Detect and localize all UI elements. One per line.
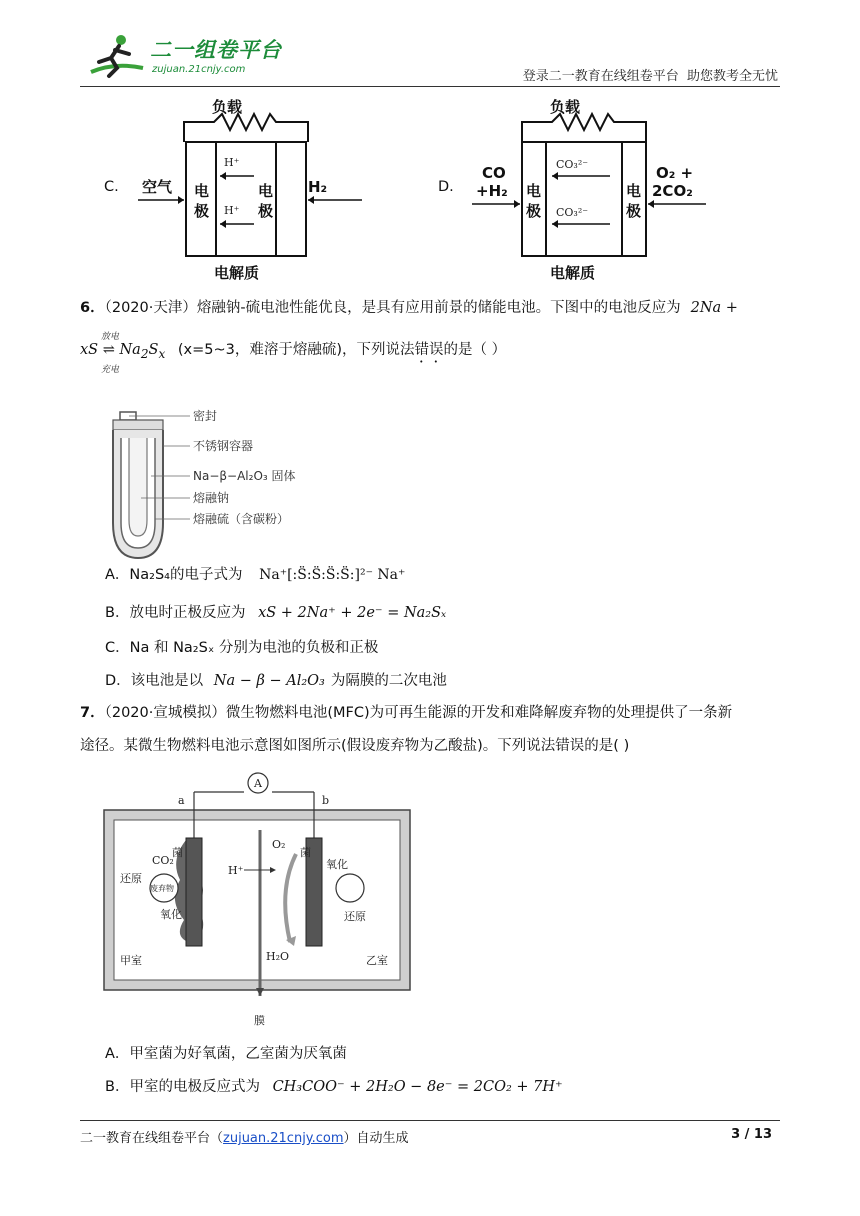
q7-source: （2020·宣城模拟） xyxy=(104,705,226,721)
footer-rule xyxy=(80,1120,780,1121)
q6-tail: 的是（ ） xyxy=(443,342,507,358)
q6-stem-line2 xyxy=(80,340,506,366)
q6-range: (x=5~3，难溶于熔融硫)，下列说法 xyxy=(177,342,415,358)
option-text: Na 和 Na₂Sₓ 分别为电池的负极和正极 xyxy=(129,640,379,656)
option-formula: xS + 2Na⁺ + 2e⁻ = Na₂Sₓ xyxy=(258,605,447,621)
footer-source xyxy=(80,1127,409,1146)
q6-option-a xyxy=(105,563,405,584)
electrolyte-label: 电解质 xyxy=(550,264,596,282)
option-text: 甲室菌为好氧菌，乙室菌为厌氧菌 xyxy=(129,1046,347,1062)
q7-text2: 途径。某微生物燃料电池示意图如图所示(假设废弃物为乙酸盐)。下列说法错误的是( ) xyxy=(80,738,630,754)
option-formula: Na − β − Al₂O₃ xyxy=(213,673,325,689)
electrode-right-1: 电 xyxy=(258,182,274,200)
q7-option-b xyxy=(105,1075,563,1096)
footer-link[interactable]: zujuan.21cnjy.com xyxy=(223,1131,344,1146)
o2-label: O₂ xyxy=(272,838,286,851)
option-letter: D． xyxy=(105,673,131,689)
option-tail: 为隔膜的二次电池 xyxy=(330,673,447,689)
discharge-label: 放电 xyxy=(101,332,120,342)
electrode-right-2: 极 xyxy=(626,202,642,220)
fuel-cell-diagram-c xyxy=(136,92,366,287)
fuel-cell-diagram-d xyxy=(470,92,710,287)
oxidize-label-b: 氧化 xyxy=(326,858,348,871)
electrode-right-1: 电 xyxy=(626,182,642,200)
electrode-left-1: 电 xyxy=(194,182,210,200)
ion-label-1: CO₃²⁻ xyxy=(556,158,589,171)
q6-stem-line1 xyxy=(80,298,780,318)
co2-label: 2CO₂ xyxy=(652,182,693,200)
room-a-label: 甲室 xyxy=(120,954,142,967)
option-formula: Na⁺[:S̈:S̈:S̈:S̈:]²⁻ Na⁺ xyxy=(259,567,406,583)
option-letter: B． xyxy=(105,605,130,621)
q6-option-c xyxy=(105,636,378,657)
electrode-b-label: b xyxy=(322,794,330,807)
reduce-label-b: 还原 xyxy=(344,910,366,923)
option-d-label: D. xyxy=(438,179,454,195)
option-letter: B． xyxy=(105,1079,130,1095)
option-letter: A． xyxy=(105,567,130,583)
option-text: 该电池是以 xyxy=(130,673,204,689)
q7-option-a xyxy=(105,1042,347,1063)
molten-sulfur-label: 熔融硫（含碳粉） xyxy=(193,512,290,526)
q6-equation-left: 2Na + xyxy=(690,300,738,316)
hplus-label: H⁺ xyxy=(228,864,244,877)
molten-sodium-label: 熔融钠 xyxy=(193,491,230,505)
air-label: 空气 xyxy=(142,178,173,196)
logo-icon xyxy=(85,32,150,80)
microbial-fuel-cell-diagram xyxy=(100,770,420,1032)
option-text: 甲室的电极反应式为 xyxy=(129,1079,260,1095)
o2-label: O₂ + xyxy=(656,164,694,182)
membrane-label: 膜 xyxy=(254,1014,265,1027)
load-label: 负载 xyxy=(212,98,243,116)
electrolyte-label: 电解质 xyxy=(214,264,260,282)
co-label: CO xyxy=(482,164,506,182)
option-formula: CH₃COO⁻ + 2H₂O − 8e⁻ = 2CO₂ + 7H⁺ xyxy=(272,1079,563,1095)
q6-option-b xyxy=(105,601,446,622)
footer-prefix: 二一教育在线组卷平台（ xyxy=(80,1131,224,1146)
q6-wrong: 错误 xyxy=(414,342,444,358)
charge-label: 充电 xyxy=(101,365,120,375)
q7-stem-line1 xyxy=(80,703,780,723)
container-label: 不锈钢容器 xyxy=(193,439,254,453)
h2-mix-label: +H₂ xyxy=(476,182,508,200)
q7-stem-line2 xyxy=(80,736,780,756)
sodium-sulfur-cell-diagram xyxy=(105,408,325,568)
reduce-label-a: 还原 xyxy=(120,872,142,885)
h2-label: H₂ xyxy=(308,178,328,196)
footer-suffix: ）自动生成 xyxy=(343,1131,409,1146)
option-c-label: C. xyxy=(104,179,119,195)
q7-number: 7． xyxy=(80,705,105,721)
oxidize-label-a: 氧化 xyxy=(160,908,182,921)
electrode-a-label: a xyxy=(178,794,185,807)
q6-source: （2020·天津） xyxy=(104,300,197,316)
option-text: Na₂S₄的电子式为 xyxy=(129,567,243,583)
page-number: 3 / 13 xyxy=(731,1127,772,1142)
solid-electrolyte-label: Na−β−Al₂O₃ 固体 xyxy=(193,469,296,483)
header-tagline: 登录二一教育在线组卷平台 助您教考全无忧 xyxy=(522,69,778,84)
q6-number: 6． xyxy=(80,300,105,316)
waste-label: 废弃物 xyxy=(150,884,174,893)
electrode-left-2: 极 xyxy=(526,202,542,220)
electrode-left-2: 极 xyxy=(194,202,210,220)
logo-title: 二一组卷平台 xyxy=(150,38,282,62)
ion-label-1: H⁺ xyxy=(224,156,240,169)
q6-option-d xyxy=(105,669,447,690)
q7-text1: 微生物燃料电池(MFC)为可再生能源的开发和难降解废弃物的处理提供了一条新 xyxy=(225,705,733,721)
bacteria-label-a: 菌 xyxy=(172,846,183,859)
option-letter: C． xyxy=(105,640,130,656)
option-text: 放电时正极反应为 xyxy=(129,605,246,621)
header-rule xyxy=(80,86,780,87)
electrode-left-1: 电 xyxy=(526,182,542,200)
ion-label-2: H⁺ xyxy=(224,204,240,217)
seal-label: 密封 xyxy=(193,409,218,423)
bacteria-label-b: 菌 xyxy=(300,846,311,859)
load-label: 负载 xyxy=(550,98,581,116)
room-b-label: 乙室 xyxy=(366,954,388,967)
ammeter-icon: A xyxy=(254,777,262,790)
logo-url: zujuan.21cnjy.com xyxy=(152,64,246,75)
q6-equation-right: xS ⇌ $Na_2S_x$ xyxy=(80,342,166,361)
co2-label: CO₂ xyxy=(152,854,174,867)
option-letter: A． xyxy=(105,1046,130,1062)
q6-text: 熔融钠-硫电池性能优良，是具有应用前景的储能电池。下图中的电池反应为 xyxy=(196,300,681,316)
water-label: H₂O xyxy=(266,950,290,963)
header xyxy=(80,28,780,88)
ion-label-2: CO₃²⁻ xyxy=(556,206,589,219)
electrode-right-2: 极 xyxy=(258,202,274,220)
